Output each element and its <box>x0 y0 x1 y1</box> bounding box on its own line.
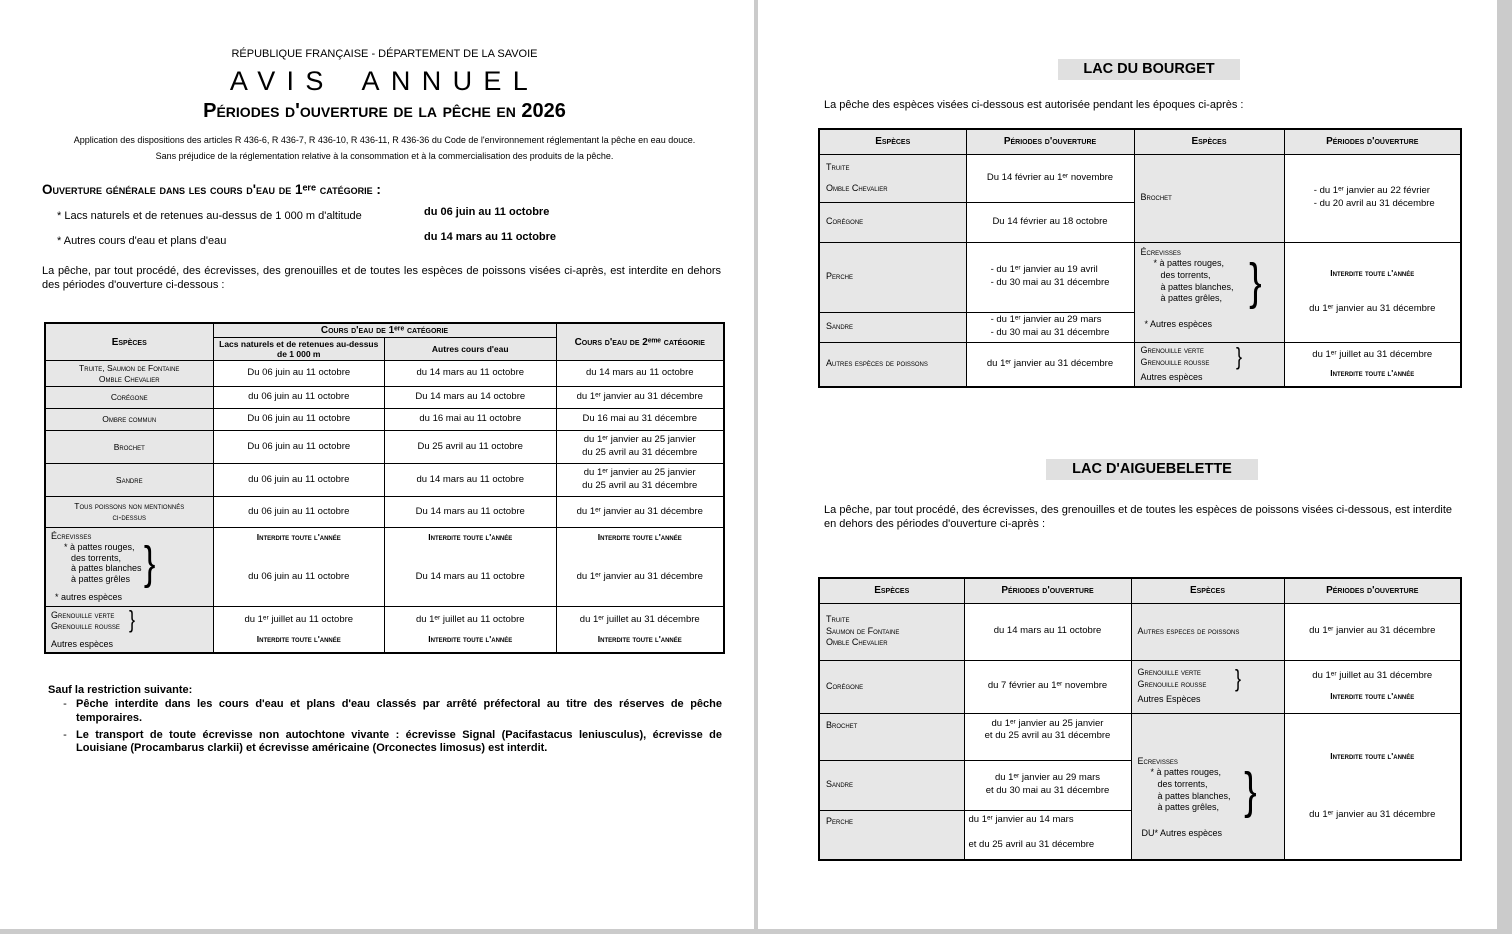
species-cell: Autres espèces de poissons <box>819 342 966 387</box>
period-cell: du 1ᵉʳ janvier au 14 mars et du 25 avril au 31 décembre <box>964 810 1131 860</box>
species-cell: Sandre <box>819 312 966 342</box>
table-row-coregone <box>819 660 1461 713</box>
restriction-item: - Pêche interdite dans les cours d'eau et plans d'eau classés par arrêté préfectoral au titre des réserves de pêche temporaires. <box>54 698 722 726</box>
period-cell: du 1ᵉʳ juillet au 31 décembre Interdite toute l'année <box>1284 342 1461 387</box>
period-cell: du 14 mars au 11 octobre <box>385 464 557 497</box>
brace: } <box>1235 665 1242 693</box>
grenouilles-names: Grenouille verte Grenouille rousse } <box>1138 667 1211 690</box>
period-cell: du 1ᵉʳ juillet au 31 décembre Interdite toute l'année <box>1284 660 1461 713</box>
species-cell: Sandre <box>819 760 964 810</box>
aiguebelette-title: LAC D'AIGUEBELETTE <box>1046 459 1258 480</box>
period-cell: du 1ᵉʳ janvier au 29 mars et du 30 mai au 31 décembre <box>964 760 1131 810</box>
species-cell: Perche <box>819 242 966 312</box>
period-cell: Interdite toute l'année du 1ᵉʳ janvier au 31 décembre <box>1284 242 1461 342</box>
bullet-dash: - <box>63 698 67 710</box>
period-cell: Interdite toute l'année du 1ᵉʳ janvier au 31 décembre <box>1284 713 1461 860</box>
lakes-bullet-value: du 06 juin au 11 octobre <box>424 206 550 218</box>
species-header: Espèces <box>819 129 966 154</box>
species-header: Espèces <box>819 578 964 603</box>
species-header: Espèces <box>1134 129 1284 154</box>
brace: } <box>1243 762 1257 819</box>
period-cell: du 16 mai au 11 octobre <box>385 409 557 431</box>
period-cell: du 14 mars au 11 octobre <box>385 361 557 387</box>
period-cell: du 1ᵉʳ juillet au 11 octobre Interdite toute l'année <box>213 607 385 654</box>
brace: } <box>1236 343 1243 371</box>
table-row-ecrevisses <box>45 528 724 607</box>
prejudice-note: Sans préjudice de la réglementation relative à la consommation et à la commercialisation des produits de la pêche. <box>155 151 614 161</box>
ecrevisses-cell: Écrevisses * à pattes rouges, des torrents, à pattes blanches, à pattes grêles, } * Autres espèces <box>1134 242 1284 342</box>
table-row-grenouilles <box>45 607 724 654</box>
ecrevisses-items: * à pattes rouges, des torrents, à pattes blanches à pattes grêles } <box>64 542 146 585</box>
species-header: Espèces <box>1131 578 1284 603</box>
period-cell: Du 14 mars au 14 octobre <box>385 387 557 409</box>
period-cell: Du 25 avril au 11 octobre <box>385 431 557 464</box>
periods-header: Périodes d'ouverture <box>1284 578 1461 603</box>
period-cell: Du 16 mai au 31 décembre <box>556 409 724 431</box>
aiguebelette-intro: La pêche, par tout procédé, des écrevisses, des grenouilles et de toutes les espèces de poissons visées ci-dessous, est interdite en dehors des périodes d'ouverture ci-après : <box>824 504 1452 531</box>
table-row-truite <box>45 361 724 387</box>
species-cell: Brochet <box>45 431 213 464</box>
ecrevisses-cell: Ecrevisses * à pattes rouges, des torrents, à pattes blanches, à pattes grêles, } DU* Autres espèces <box>1131 713 1284 860</box>
period-cell: du 06 juin au 11 octobre <box>213 387 385 409</box>
periods-header: Périodes d'ouverture <box>966 129 1134 154</box>
period-cell: du 06 juin au 11 octobre <box>213 497 385 528</box>
ecrevisses-items: * à pattes rouges, des torrents, à pattes blanches, à pattes grêles, } <box>1154 258 1238 305</box>
period-cell: du 1ᵉʳ juillet au 31 décembre Interdite toute l'année <box>556 607 724 654</box>
species-cell: Corégone <box>819 202 966 242</box>
cat1-header: Cours d'eau de 1ᵉʳᵉ catégorie <box>213 323 556 338</box>
doc-subtitle: Périodes d'ouverture de la pêche en 2026 <box>203 100 566 122</box>
period-cell: du 14 mars au 11 octobre <box>556 361 724 387</box>
bourget-table <box>818 128 1462 388</box>
lacs-subheader: Lacs naturels et de retenues au-dessus de 1 000 m <box>213 338 385 361</box>
period-cell: Interdite toute l'année Du 14 mars au 11 octobre <box>385 528 557 607</box>
autres-subheader: Autres cours d'eau <box>385 338 557 361</box>
species-cell: Corégone <box>819 660 964 713</box>
period-cell: du 06 juin au 11 octobre <box>213 464 385 497</box>
table-header-row <box>819 578 1461 603</box>
period-cell: Interdite toute l'année du 06 juin au 11 octobre <box>213 528 385 607</box>
period-cell: Du 14 février au 18 octobre <box>966 202 1134 242</box>
period-cell: du 1ᵉʳ juillet au 11 octobre Interdite toute l'année <box>385 607 557 654</box>
period-cell: du 1ᵉʳ janvier au 25 janvier du 25 avril au 31 décembre <box>556 431 724 464</box>
ecrevisses-items: * à pattes rouges, des torrents, à pattes blanches, à pattes grêles, } <box>1151 767 1235 814</box>
period-cell: Du 06 juin au 11 octobre <box>213 409 385 431</box>
period-cell: - du 1ᵉʳ janvier au 29 mars - du 30 mai au 31 décembre <box>966 312 1134 342</box>
lakes-bullet <box>57 206 362 224</box>
intro-paragraph: La pêche, par tout procédé, des écrevisses, des grenouilles et de toutes les espèces de poissons visées ci-après, est interdite en dehors des périodes d'ouverture ci-dessous : <box>42 265 721 292</box>
species-cell: Brochet <box>819 713 964 760</box>
application-note: Application des dispositions des articles R 436-6, R 436-7, R 436-10, R 436-11, R 436-36 du Code de l'environnement réglementant la pêche en eau douce. <box>73 135 696 145</box>
lakes-bullet-label: * Lacs naturels et de retenues au-dessus de 1 000 m d'altitude <box>57 210 362 222</box>
period-cell: du 14 mars au 11 octobre <box>964 603 1131 660</box>
species-cell: Tous poissons non mentionnés ci-dessus <box>45 497 213 528</box>
species-cell: Sandre <box>45 464 213 497</box>
table-row-truite <box>819 154 1461 202</box>
brace: } <box>128 606 135 634</box>
period-cell: Du 14 mars au 11 octobre <box>385 497 557 528</box>
periods-header: Périodes d'ouverture <box>1284 129 1461 154</box>
aiguebelette-table <box>818 577 1462 861</box>
restriction-heading: Sauf la restriction suivante: <box>48 684 193 696</box>
species-cell: Truite Omble Chevalier <box>819 154 966 202</box>
general-opening-heading: Ouverture générale dans les cours d'eau de 1ᵉʳᵉ catégorie : <box>42 182 381 197</box>
other-waters-bullet-value: du 14 mars au 11 octobre <box>424 231 557 243</box>
period-cell: du 1ᵉʳ janvier au 31 décembre <box>1284 603 1461 660</box>
main-opening-table <box>44 322 725 654</box>
brace: } <box>144 536 156 589</box>
period-cell: Interdite toute l'année du 1ᵉʳ janvier au 31 décembre <box>556 528 724 607</box>
bourget-title: LAC DU BOURGET <box>1058 59 1240 80</box>
table-row-ombre <box>45 409 724 431</box>
species-cell: Perche <box>819 810 964 860</box>
period-cell: - du 1ᵉʳ janvier au 19 avril - du 30 mai au 31 décembre <box>966 242 1134 312</box>
table-row-tous-poissons <box>45 497 724 528</box>
species-cell: Truite Saumon de Fontaine Omble Chevalier <box>819 603 964 660</box>
species-cell: Ombre commun <box>45 409 213 431</box>
period-cell: du 7 février au 1ᵉʳ novembre <box>964 660 1131 713</box>
table-row-sandre <box>45 464 724 497</box>
period-cell: Du 06 juin au 11 octobre <box>213 431 385 464</box>
period-cell: du 1ᵉʳ janvier au 25 janvier du 25 avril au 31 décembre <box>556 464 724 497</box>
ecrevisses-cell: Écrevisses * à pattes rouges, des torrents, à pattes blanches à pattes grêles } * autres espèces <box>45 528 213 607</box>
other-waters-bullet <box>57 231 226 249</box>
period-cell: du 1ᵉʳ janvier au 31 décembre <box>556 497 724 528</box>
table-header-row <box>819 129 1461 154</box>
table-row-perche <box>819 242 1461 312</box>
species-cell-brochet: Brochet <box>1134 154 1284 242</box>
bourget-intro: La pêche des espèces visées ci-dessous est autorisée pendant les époques ci-après : <box>824 99 1244 111</box>
other-waters-bullet-label: * Autres cours d'eau et plans d'eau <box>57 235 227 247</box>
species-header: Espèces <box>45 323 213 361</box>
grenouilles-cell: Grenouille verte Grenouille rousse } Autres espèces <box>45 607 213 654</box>
period-cell: Du 14 février au 1ᵉʳ novembre <box>966 154 1134 202</box>
table-row-autres-poissons <box>819 342 1461 387</box>
period-cell: du 1ᵉʳ janvier au 31 décembre <box>966 342 1134 387</box>
page-right <box>758 0 1497 929</box>
department-line: RÉPUBLIQUE FRANÇAISE - DÉPARTEMENT DE LA SAVOIE <box>231 48 538 60</box>
grenouilles-names: Grenouille verte Grenouille rousse } <box>1141 345 1214 368</box>
period-cell: - du 1ᵉʳ janvier au 22 février - du 20 avril au 31 décembre <box>1284 154 1461 242</box>
doc-title: AVIS ANNUEL <box>229 66 540 96</box>
cat2-header: Cours d'eau de 2ᵉᵐᵉ catégorie <box>556 323 724 361</box>
restriction-list <box>54 698 722 759</box>
period-cell: Du 06 juin au 11 octobre <box>213 361 385 387</box>
bullet-dash: - <box>63 728 67 741</box>
table-row-truite <box>819 603 1461 660</box>
table-row-coregone <box>45 387 724 409</box>
grenouilles-names: Grenouille verte Grenouille rousse } <box>51 606 135 634</box>
brace: } <box>1248 253 1262 310</box>
table-row-brochet <box>45 431 724 464</box>
grenouilles-cell: Grenouille verte Grenouille rousse } Autres Espèces <box>1131 660 1284 713</box>
period-cell: du 1ᵉʳ janvier au 31 décembre <box>556 387 724 409</box>
periods-header: Périodes d'ouverture <box>964 578 1131 603</box>
species-cell: Autres especes de poissons <box>1131 603 1284 660</box>
period-cell: du 1ᵉʳ janvier au 25 janvier et du 25 avril au 31 décembre <box>964 713 1131 760</box>
species-cell: Truite, Saumon de Fontaine Omble Chevalier <box>45 361 213 387</box>
restriction-item: - Le transport de toute écrevisse non autochtone vivante : écrevisse Signal (Pacifastacus leniusculus), écrevisse de Louisiane (Procambarus clarkii) et écrevisse américaine (Orconectes limosus) est interdit. <box>54 729 722 757</box>
table-row-brochet <box>819 713 1461 760</box>
table-header-row <box>45 323 724 338</box>
species-cell: Corégone <box>45 387 213 409</box>
page-left <box>0 0 754 929</box>
grenouilles-cell: Grenouille verte Grenouille rousse } Autres espèces <box>1134 342 1284 387</box>
